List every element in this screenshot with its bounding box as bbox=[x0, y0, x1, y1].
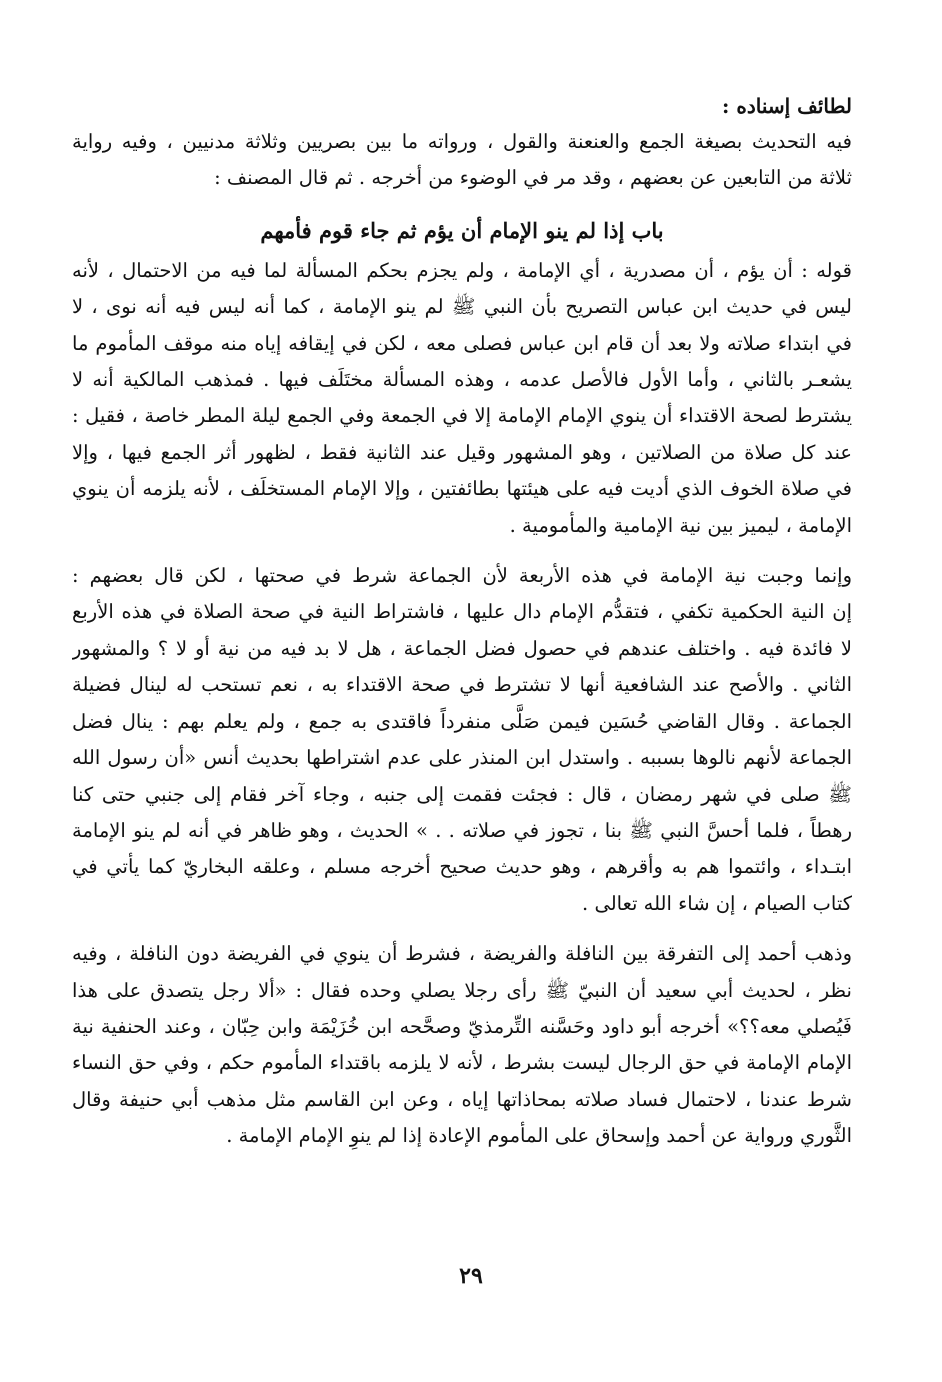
paragraph-1 bbox=[72, 124, 852, 197]
page-number: ٢٩ bbox=[459, 1263, 483, 1289]
text-line: الجماعة لأنهم نالوها بسببه . واستدل ابن المنذر على عدم اشتراطها بحديث أنس «أن رسول الله bbox=[72, 746, 852, 770]
text-line: في صلاة الخوف الذي أديت فيه على هيئتها بطائفتين ، وإلا الإمام المستخلَف ، لأنه يلزمه أن ينوي bbox=[72, 477, 852, 501]
text-line: يشترط لصحة الاقتداء أن ينوي الإمام الإمامة إلا في الجمعة وفي الجمع ليلة المطر خاصة ، فقيل : bbox=[72, 404, 852, 428]
text-line: شرط عندنا ، لاحتمال فساد صلاته بمحاذاتها إياه ، وعن ابن القاسم مثل مذهب أبي حنيفة وقال bbox=[72, 1087, 852, 1111]
paragraph-3 bbox=[72, 558, 852, 922]
text-line: ابتـداء ، وائتموا هم به وأقرهم ، وهو حديث صحيح أخرجه مسلم ، وعلقه البخاريّ كما يأتي في bbox=[72, 855, 852, 879]
text-line: في ابتداء صلاته ولا بعد أن قام ابن عباس فصلى معه ، لكن في إيقافه إياه منه موقف المأموم ما bbox=[72, 331, 852, 355]
text-line: الإمام الإمامة في حق الرجال ليست بشرط ، لأنه لا يلزمه باقتداء المأموم حكم ، وفي حق النساء bbox=[72, 1051, 852, 1075]
page-body bbox=[72, 88, 852, 1169]
text-line: إن النية الحكمية تكفي ، فتقدُّم الإمام دال عليها ، فاشتراط النية في صحة الصلاة في هذه الأربع bbox=[72, 600, 852, 624]
text-line: يشعـر بالثاني ، وأما الأول فالأصل عدمه ، وهذه المسألة مختَلَف فيها . فمذهب المالكية أنه لا bbox=[72, 368, 852, 392]
paragraph-2 bbox=[72, 253, 852, 544]
text-line: الثاني . والأصح عند الشافعية أنها لا تشترط في صحة الاقتداء به ، نعم تستحب له لينال فضيلة bbox=[72, 673, 852, 697]
text-line: فَيُصلي معه؟؟» أخرجه أبو داود وحَسَّنه التِّرمذيّ وصحَّحه ابن خُزَيْمَة وابن حِبّان ، وعند الحنفية نية bbox=[72, 1014, 852, 1038]
paragraph-4 bbox=[72, 936, 852, 1154]
text-line: وذهب أحمد إلى التفرقة بين النافلة والفريضة ، فشرط أن ينوي في الفريضة دون النافلة ، وفيه bbox=[72, 942, 852, 966]
text-line: الإمامة ، ليميز بين نية الإمامية والمأمومية . bbox=[509, 513, 852, 537]
chapter-title: باب إذا لم ينو الإمام أن يؤم ثم جاء قوم فأمهم bbox=[260, 217, 664, 243]
text-line: ثلاثة من التابعين عن بعضهم ، وقد مر في الوضوء من أخرجه . ثم قال المصنف : bbox=[214, 166, 852, 190]
text-line: وإنما وجبت نية الإمامة في هذه الأربعة لأن الجماعة شرط في صحتها ، لكن قال بعضهم : bbox=[72, 564, 852, 588]
text-line: ﷺ صلى في شهر رمضان ، قال : فجئت فقمت إلى جنبه ، وجاء آخر فقام إلى جنبي حتى كنا bbox=[72, 782, 852, 806]
text-line: لا فائدة فيه . واختلف عندهم في حصول فضل الجماعة ، هل لا بد فيه من نية أو لا ؟ والمشهور bbox=[72, 636, 852, 660]
text-line: عند كل صلاة من الصلاتين ، وهو المشهور وقيل عند الثانية فقط ، لظهور أثر الجمع فيها ، وإلا bbox=[72, 440, 852, 464]
text-line: الثَّوري ورواية عن أحمد وإسحاق على المأموم الإعادة إذا لم ينوِ الإمام الإمامة . bbox=[226, 1124, 852, 1148]
section-heading: لطائف إسناده : bbox=[722, 94, 852, 118]
text-line: قوله : أن يؤم ، أن مصدرية ، أي الإمامة ، ولم يجزم بحكم المسألة لما فيه من الاحتمال ، لأنه bbox=[72, 258, 852, 282]
text-line: ليس في حديث ابن عباس التصريح بأن النبي ﷺ لم ينو الإمامة ، كما أنه ليس فيه أنه نوى ، لا bbox=[72, 295, 852, 319]
text-line: الجماعة . وقال القاضي حُسَين فيمن صَلَّى منفرداً فاقتدى به جمع ، ولم يعلم بهم : ينال فضل bbox=[72, 709, 852, 733]
text-line: كتاب الصيام ، إن شاء الله تعالى . bbox=[582, 891, 852, 915]
text-line: نظر ، لحديث أبي سعيد أن النبيّ ﷺ رأى رجلا يصلي وحده فقال : «ألا رجل يتصدق على هذا bbox=[72, 978, 852, 1002]
text-line: فيه التحديث بصيغة الجمع والعنعنة والقول ، ورواته ما بين بصريين وثلاثة مدنيين ، وفيه رواية bbox=[72, 130, 852, 153]
text-line: رهطاً ، فلما أحسَّ النبي ﷺ بنا ، تجوز في صلاته . . » الحديث ، وهو ظاهر في أنه لم ينو الإمامة bbox=[72, 818, 852, 842]
